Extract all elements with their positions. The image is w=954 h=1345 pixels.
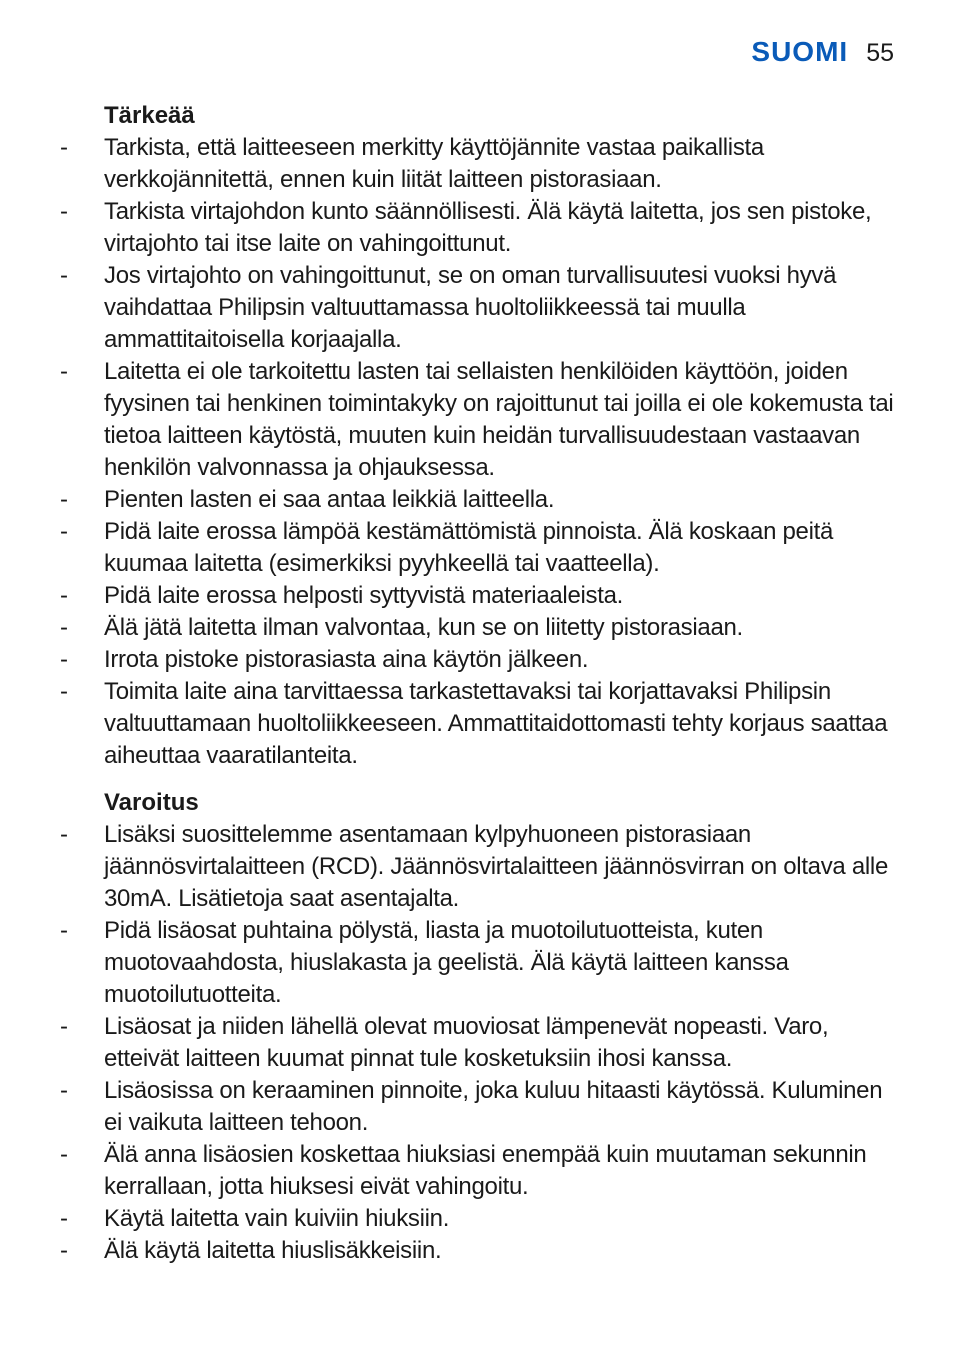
- bullet-dash: -: [60, 134, 68, 161]
- bullet-dash: -: [60, 198, 68, 225]
- bullet-dash: -: [60, 486, 68, 513]
- list-item: [60, 516, 894, 580]
- bullet-dash: -: [60, 614, 68, 641]
- list-item-text: Pidä lisäosat puhtaina pölystä, liasta ja muotoilutuotteista, kuten muotovaahdosta, hiuslakasta ja geelistä. Älä käytä laitteen kanssa muotoilutuotteita.: [104, 917, 789, 1008]
- list-item-text: Älä käytä laitetta hiuslisäkkeisiin.: [104, 1237, 442, 1264]
- list-item: [60, 196, 894, 260]
- list-item-text: Älä anna lisäosien koskettaa hiuksiasi enempää kuin muutaman sekunnin kerrallaan, jotta hiuksesi eivät vahingoitu.: [104, 1141, 867, 1200]
- list-item-text: Käytä laitetta vain kuiviin hiuksiin.: [104, 1205, 450, 1232]
- list-item: [60, 819, 894, 915]
- bullet-list: [0, 819, 954, 1267]
- list-item: [60, 915, 894, 1011]
- bullet-dash: -: [60, 1077, 68, 1104]
- list-item: [60, 1203, 894, 1235]
- bullet-dash: -: [60, 1237, 68, 1264]
- list-item: [60, 260, 894, 356]
- list-item-text: Tarkista, että laitteeseen merkitty käyttöjännite vastaa paikallista verkkojännitettä, ennen kuin liität laitteen pistorasiaan.: [104, 134, 764, 193]
- list-item-text: Pidä laite erossa lämpöä kestämättömistä pinnoista. Älä koskaan peitä kuumaa laitetta (esimerkiksi pyyhkeellä tai vaatteella).: [104, 518, 834, 577]
- list-item-text: Jos virtajohto on vahingoittunut, se on oman turvallisuutesi vuoksi hyvä vaihdattaa Philipsin valtuuttamassa huoltoliikkeessä tai muulla ammattitaitoisella korjaajalla.: [104, 262, 837, 353]
- bullet-dash: -: [60, 1013, 68, 1040]
- list-item-text: Lisäosissa on keraaminen pinnoite, joka kuluu hitaasti käytössä. Kuluminen ei vaikuta laitteen tehoon.: [104, 1077, 883, 1136]
- list-item-text: Pidä laite erossa helposti syttyvistä materiaaleista.: [104, 582, 624, 609]
- section-title: Varoitus: [104, 789, 199, 816]
- section-warning: [0, 787, 954, 1267]
- list-item: [60, 1139, 894, 1203]
- list-item-text: Toimita laite aina tarvittaessa tarkastettavaksi tai korjattavaksi Philipsin valtuuttamaan huoltoliikkeeseen. Ammattitaidottomasti tehty korjaus saattaa aiheuttaa vaaratilanteita.: [104, 678, 888, 769]
- page-number: 55: [866, 39, 894, 67]
- list-item-text: Lisäksi suosittelemme asentamaan kylpyhuoneen pistorasiaan jäännösvirtalaitteen (RCD). Jäännösvirtalaitteen jäännösvirran on oltava alle 30mA. Lisätietoja saat asentajalta.: [104, 821, 889, 912]
- list-item: [60, 580, 894, 612]
- bullet-list: [0, 132, 954, 772]
- list-item-text: Älä jätä laitetta ilman valvontaa, kun se on liitetty pistorasiaan.: [104, 614, 743, 641]
- list-item: [60, 484, 894, 516]
- list-item: [60, 612, 894, 644]
- page-content: [0, 100, 954, 1267]
- section-title: Tärkeää: [104, 102, 195, 129]
- list-item: [60, 676, 894, 772]
- bullet-dash: -: [60, 917, 68, 944]
- page-header: [751, 36, 894, 68]
- list-item: [60, 1011, 894, 1075]
- bullet-dash: -: [60, 821, 68, 848]
- section-important: [0, 100, 954, 772]
- list-item: [60, 644, 894, 676]
- bullet-dash: -: [60, 1141, 68, 1168]
- list-item-text: Irrota pistoke pistorasiasta aina käytön jälkeen.: [104, 646, 589, 673]
- list-item-text: Lisäosat ja niiden lähellä olevat muoviosat lämpenevät nopeasti. Varo, etteivät laitteen kuumat pinnat tule kosketuksiin ihosi kanssa.: [104, 1013, 829, 1072]
- bullet-dash: -: [60, 678, 68, 705]
- list-item-text: Pienten lasten ei saa antaa leikkiä laitteella.: [104, 486, 555, 513]
- bullet-dash: -: [60, 646, 68, 673]
- bullet-dash: -: [60, 582, 68, 609]
- list-item: [60, 1235, 894, 1267]
- bullet-dash: -: [60, 262, 68, 289]
- bullet-dash: -: [60, 358, 68, 385]
- bullet-dash: -: [60, 518, 68, 545]
- list-item: [60, 1075, 894, 1139]
- list-item-text: Tarkista virtajohdon kunto säännöllisesti. Älä käytä laitetta, jos sen pistoke, virtajohto tai itse laite on vahingoittunut.: [104, 198, 872, 257]
- list-item: [60, 132, 894, 196]
- language-label: SUOMI: [751, 36, 849, 67]
- list-item-text: Laitetta ei ole tarkoitettu lasten tai sellaisten henkilöiden käyttöön, joiden fyysinen tai henkinen toimintakyky on rajoittunut tai joilla ei ole kokemusta tai tietoa laitteen käytöstä, muuten kuin heidän turvallisuudestaan vastaavan henkilön valvonnassa ja ohjauksessa.: [104, 358, 894, 481]
- bullet-dash: -: [60, 1205, 68, 1232]
- list-item: [60, 356, 894, 484]
